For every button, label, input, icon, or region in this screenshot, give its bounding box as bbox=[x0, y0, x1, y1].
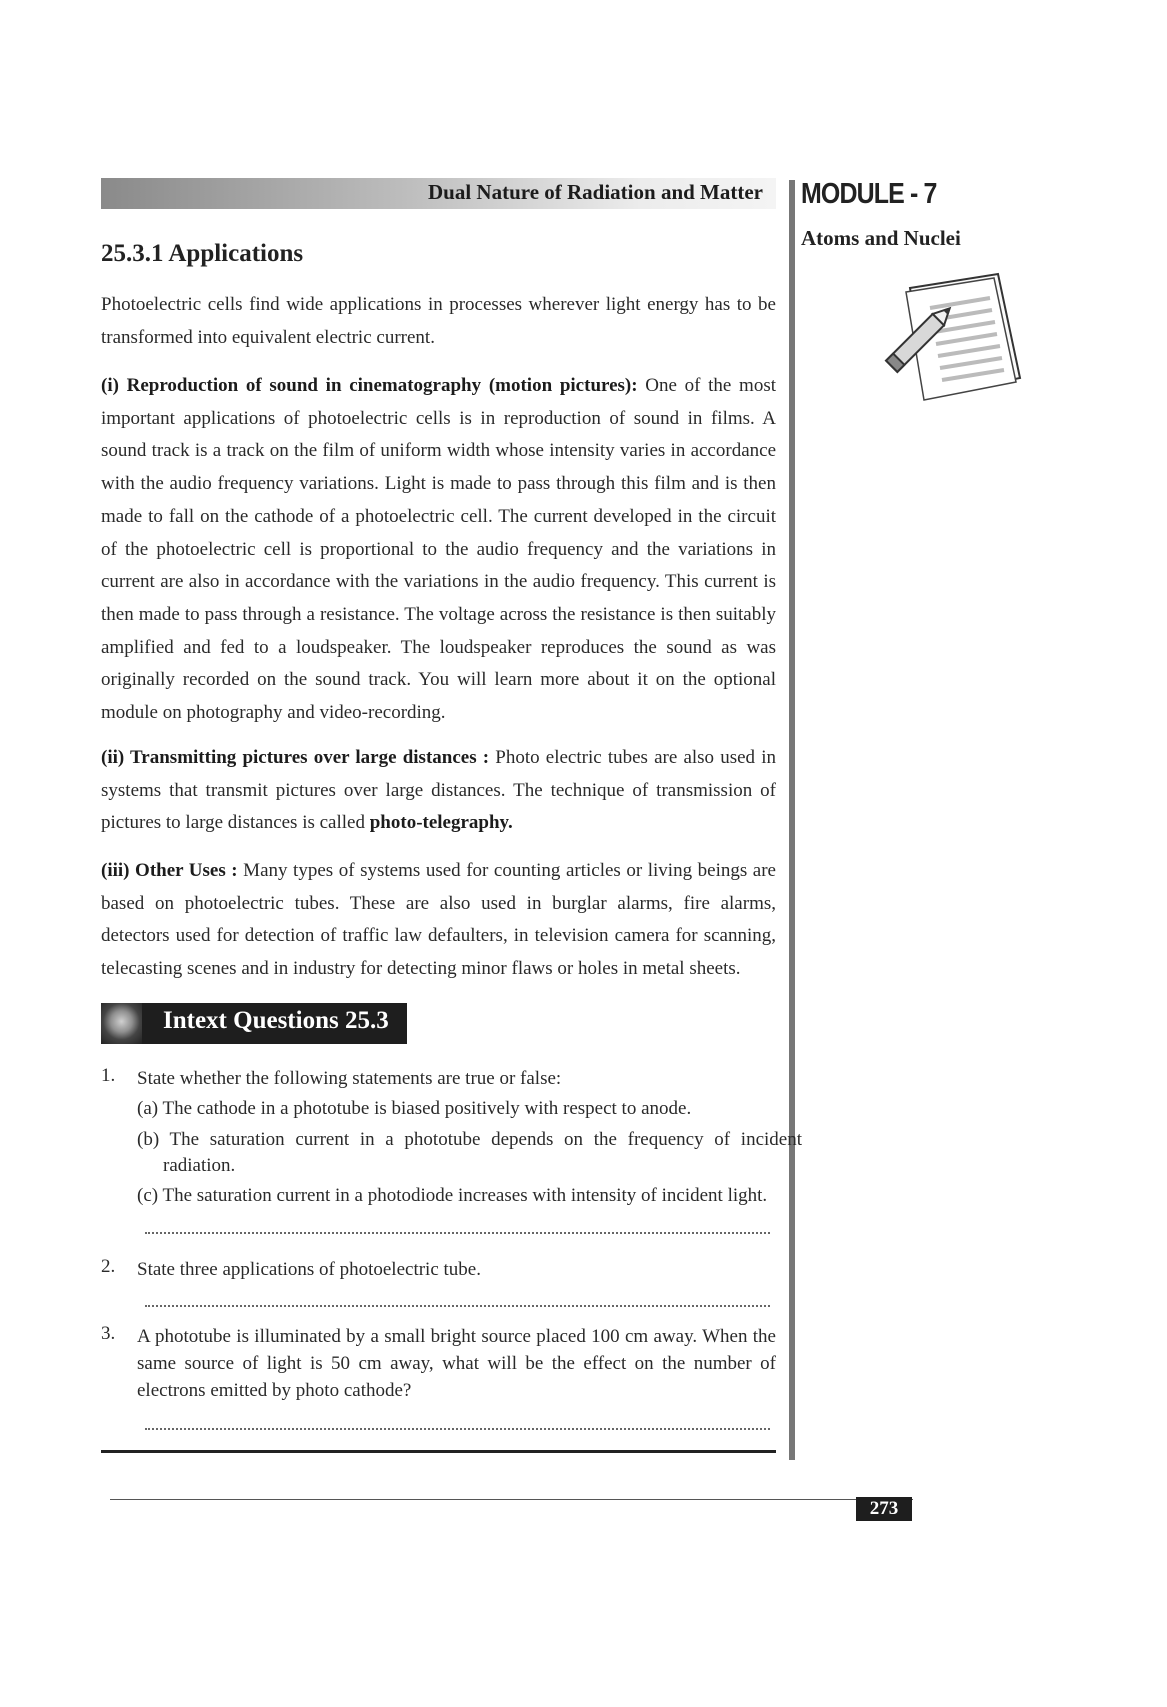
answer-line[interactable] bbox=[145, 1426, 770, 1430]
application-text: Photo electric tubes are also used in systems that transmit pictures over large distances. The technique of transmission of pictures to large distances is called bbox=[101, 747, 776, 834]
application-text: Many types of systems used for counting articles or living beings are based on photoelectric tubes. These are also used in burglar alarms, fire alarms, detectors used for detection of traffic law defaulters, in television camera for scanning, telecasting scenes and in industry for detecting minor flaws or holes in metal sheets. bbox=[101, 860, 776, 980]
intext-questions-banner bbox=[101, 1003, 407, 1044]
module-title: MODULE - 7 bbox=[801, 178, 937, 210]
application-title: (iii) Other Uses : bbox=[101, 860, 238, 881]
sub-question: (c) The saturation current in a photodiode increases with intensity of incident light. bbox=[137, 1185, 768, 1206]
application-text: One of the most important applications of photoelectric cells is in reproduction of sound in films. A sound track is a track on the film of uniform width whose intensity varies in accordance with the audio frequency variations. Light is made to pass through this film and is then made to fall on the cathode of a photoelectric cell. The current developed in the circuit of the photoelectric cell is proportional to the audio frequency and the variations in current are also in accordance with the variations in the audio frequency. This current is then made to pass through a resistance. The voltage across the resistance is then suitably amplified and fed to a loudspeaker. The loudspeaker reproduces the sound as was originally recorded on the sound track. You will learn more about it on the optional module on photography and video-recording. bbox=[101, 375, 776, 724]
running-header-title: Dual Nature of Radiation and Matter bbox=[427, 180, 763, 204]
sub-question: (a) The cathode in a phototube is biased positively with respect to anode. bbox=[137, 1098, 692, 1119]
application-title: (i) Reproduction of sound in cinematography (motion pictures): bbox=[101, 375, 638, 396]
section-heading: 25.3.1 Applications bbox=[101, 240, 304, 267]
question-number: 3. bbox=[101, 1323, 116, 1344]
question-number: 1. bbox=[101, 1065, 116, 1086]
margin-divider bbox=[789, 180, 795, 1460]
intro-paragraph: Photoelectric cells find wide applications in processes wherever light energy has to be transformed into equivalent electric current. bbox=[101, 294, 776, 348]
emphasis-term: photo-telegraphy. bbox=[369, 812, 513, 834]
section-end-rule bbox=[101, 1450, 776, 1453]
answer-line[interactable] bbox=[145, 1303, 770, 1307]
notes-pencil-icon bbox=[880, 268, 1030, 418]
intext-questions-label: Intext Questions 25.3 bbox=[163, 1007, 389, 1034]
footer-rule bbox=[110, 1499, 913, 1500]
question-text: State whether the following statements are true or false: bbox=[137, 1068, 562, 1089]
application-paragraph-other bbox=[101, 855, 776, 986]
module-subtitle: Atoms and Nuclei bbox=[801, 226, 961, 250]
application-paragraph-sound bbox=[101, 370, 776, 730]
question-text: A phototube is illuminated by a small bright source placed 100 cm away. When the same source of light is 50 cm away, what will be the effect on the number of electrons emitted by photo cathode? bbox=[137, 1326, 776, 1401]
page-number: 273 bbox=[856, 1497, 912, 1521]
application-title: (ii) Transmitting pictures over large distances : bbox=[101, 747, 490, 768]
answer-line[interactable] bbox=[145, 1230, 770, 1234]
sub-question: (b) The saturation current in a phototube depends on the frequency of incident radiation. bbox=[137, 1129, 802, 1176]
running-header-bar bbox=[101, 178, 776, 209]
question-text: State three applications of photoelectric tube. bbox=[137, 1259, 481, 1280]
application-paragraph-pictures bbox=[101, 742, 776, 840]
question-badge-icon bbox=[101, 1003, 142, 1044]
question-number: 2. bbox=[101, 1256, 116, 1277]
